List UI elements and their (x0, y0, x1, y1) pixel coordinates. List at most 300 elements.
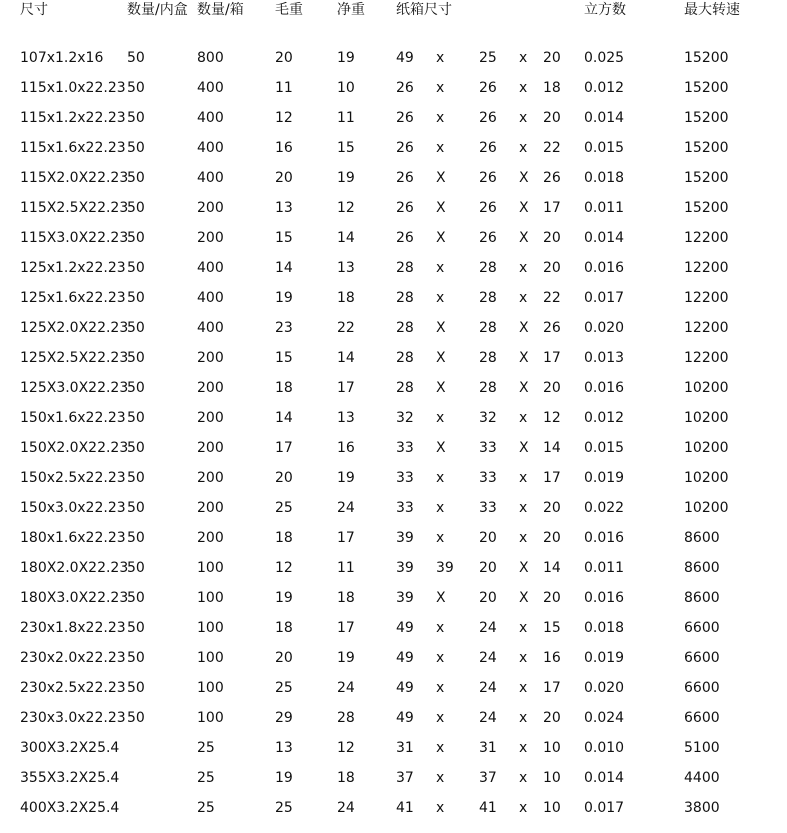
size-cell: 150x3.0x22.23 (20, 500, 126, 516)
carton-length-cell: 49 (396, 50, 414, 66)
volume-cell: 0.011 (584, 560, 625, 576)
size-cell: 150x2.5x22.23 (20, 470, 126, 486)
volume-cell: 0.011 (584, 200, 625, 216)
carton-sep2-cell: x (519, 80, 528, 96)
carton-sep1-cell: X (436, 590, 446, 606)
qty-inner-box-cell: 50 (127, 260, 145, 276)
header-qty-carton: 数量/箱 (197, 2, 244, 18)
qty-carton-cell: 25 (197, 740, 215, 756)
carton-sep1-cell: x (436, 260, 445, 276)
qty-inner-box-cell: 50 (127, 50, 145, 66)
carton-sep2-cell: x (519, 530, 528, 546)
net-weight-cell: 10 (337, 80, 355, 96)
volume-cell: 0.014 (584, 110, 625, 126)
carton-length-cell: 32 (396, 410, 414, 426)
net-weight-cell: 12 (337, 740, 355, 756)
max-rpm-cell: 6600 (684, 620, 720, 636)
carton-sep1-cell: x (436, 410, 445, 426)
table-row (0, 528, 787, 548)
net-weight-cell: 24 (337, 680, 355, 696)
size-cell: 115X2.5X22.23 (20, 200, 129, 216)
carton-sep1-cell: x (436, 650, 445, 666)
max-rpm-cell: 10200 (684, 440, 729, 456)
net-weight-cell: 15 (337, 140, 355, 156)
qty-inner-box-cell: 50 (127, 590, 145, 606)
table-row (0, 738, 787, 758)
max-rpm-cell: 15200 (684, 80, 729, 96)
size-cell: 125X3.0X22.23 (20, 380, 129, 396)
carton-height-cell: 20 (543, 260, 561, 276)
header-size: 尺寸 (20, 2, 48, 18)
table-row (0, 168, 787, 188)
qty-carton-cell: 400 (197, 140, 224, 156)
max-rpm-cell: 15200 (684, 140, 729, 156)
net-weight-cell: 19 (337, 50, 355, 66)
table-row (0, 48, 787, 68)
volume-cell: 0.017 (584, 290, 625, 306)
qty-inner-box-cell: 50 (127, 470, 145, 486)
carton-height-cell: 22 (543, 290, 561, 306)
carton-width-cell: 33 (479, 440, 497, 456)
volume-cell: 0.010 (584, 740, 625, 756)
max-rpm-cell: 10200 (684, 500, 729, 516)
size-cell: 115X2.0X22.23 (20, 170, 129, 186)
size-cell: 125x1.6x22.23 (20, 290, 126, 306)
qty-carton-cell: 400 (197, 110, 224, 126)
volume-cell: 0.019 (584, 650, 625, 666)
gross-weight-cell: 18 (275, 530, 293, 546)
volume-cell: 0.016 (584, 590, 625, 606)
carton-sep1-cell: x (436, 740, 445, 756)
carton-height-cell: 16 (543, 650, 561, 666)
carton-width-cell: 41 (479, 800, 497, 816)
carton-sep2-cell: X (519, 230, 529, 246)
carton-length-cell: 26 (396, 170, 414, 186)
size-cell: 400X3.2X25.4 (20, 800, 120, 816)
carton-sep1-cell: x (436, 80, 445, 96)
carton-length-cell: 39 (396, 560, 414, 576)
header-row (0, 0, 787, 20)
table-row (0, 618, 787, 638)
qty-inner-box-cell: 50 (127, 230, 145, 246)
carton-width-cell: 25 (479, 50, 497, 66)
header-qty-inner-box: 数量/内盒 (127, 2, 188, 18)
carton-width-cell: 24 (479, 710, 497, 726)
gross-weight-cell: 20 (275, 650, 293, 666)
max-rpm-cell: 4400 (684, 770, 720, 786)
qty-carton-cell: 200 (197, 470, 224, 486)
table-row (0, 468, 787, 488)
volume-cell: 0.016 (584, 380, 625, 396)
max-rpm-cell: 12200 (684, 260, 729, 276)
size-cell: 150X2.0X22.23 (20, 440, 129, 456)
size-cell: 230x2.0x22.23 (20, 650, 126, 666)
size-cell: 115x1.0x22.23 (20, 80, 126, 96)
header-net-weight: 净重 (337, 2, 365, 18)
volume-cell: 0.019 (584, 470, 625, 486)
gross-weight-cell: 16 (275, 140, 293, 156)
table-row (0, 78, 787, 98)
qty-carton-cell: 200 (197, 350, 224, 366)
size-cell: 115X3.0X22.23 (20, 230, 129, 246)
net-weight-cell: 16 (337, 440, 355, 456)
table-row (0, 498, 787, 518)
carton-length-cell: 39 (396, 590, 414, 606)
qty-carton-cell: 25 (197, 800, 215, 816)
max-rpm-cell: 15200 (684, 170, 729, 186)
qty-carton-cell: 100 (197, 650, 224, 666)
net-weight-cell: 24 (337, 500, 355, 516)
max-rpm-cell: 6600 (684, 650, 720, 666)
qty-inner-box-cell: 50 (127, 290, 145, 306)
carton-height-cell: 26 (543, 320, 561, 336)
gross-weight-cell: 20 (275, 50, 293, 66)
volume-cell: 0.020 (584, 680, 625, 696)
carton-height-cell: 15 (543, 620, 561, 636)
qty-carton-cell: 200 (197, 440, 224, 456)
table-row (0, 258, 787, 278)
qty-carton-cell: 200 (197, 410, 224, 426)
net-weight-cell: 14 (337, 230, 355, 246)
carton-height-cell: 17 (543, 470, 561, 486)
qty-inner-box-cell: 50 (127, 620, 145, 636)
qty-inner-box-cell: 50 (127, 350, 145, 366)
carton-sep2-cell: x (519, 710, 528, 726)
carton-length-cell: 26 (396, 140, 414, 156)
carton-height-cell: 20 (543, 110, 561, 126)
carton-sep1-cell: X (436, 440, 446, 456)
net-weight-cell: 17 (337, 380, 355, 396)
max-rpm-cell: 3800 (684, 800, 720, 816)
net-weight-cell: 24 (337, 800, 355, 816)
max-rpm-cell: 5100 (684, 740, 720, 756)
carton-sep2-cell: x (519, 290, 528, 306)
carton-length-cell: 28 (396, 290, 414, 306)
qty-carton-cell: 100 (197, 680, 224, 696)
net-weight-cell: 12 (337, 200, 355, 216)
qty-inner-box-cell: 50 (127, 650, 145, 666)
max-rpm-cell: 12200 (684, 350, 729, 366)
max-rpm-cell: 15200 (684, 200, 729, 216)
carton-sep1-cell: 39 (436, 560, 454, 576)
carton-width-cell: 33 (479, 500, 497, 516)
qty-carton-cell: 800 (197, 50, 224, 66)
carton-sep1-cell: X (436, 320, 446, 336)
qty-carton-cell: 200 (197, 500, 224, 516)
carton-sep2-cell: X (519, 320, 529, 336)
carton-length-cell: 28 (396, 350, 414, 366)
carton-sep1-cell: x (436, 530, 445, 546)
qty-carton-cell: 400 (197, 260, 224, 276)
gross-weight-cell: 12 (275, 560, 293, 576)
size-cell: 300X3.2X25.4 (20, 740, 120, 756)
carton-width-cell: 26 (479, 170, 497, 186)
qty-inner-box-cell: 50 (127, 200, 145, 216)
carton-length-cell: 31 (396, 740, 414, 756)
qty-carton-cell: 400 (197, 170, 224, 186)
qty-carton-cell: 200 (197, 530, 224, 546)
carton-height-cell: 14 (543, 440, 561, 456)
carton-sep2-cell: X (519, 440, 529, 456)
size-cell: 150x1.6x22.23 (20, 410, 126, 426)
gross-weight-cell: 23 (275, 320, 293, 336)
net-weight-cell: 19 (337, 650, 355, 666)
qty-inner-box-cell: 50 (127, 440, 145, 456)
carton-sep2-cell: X (519, 380, 529, 396)
qty-inner-box-cell: 50 (127, 500, 145, 516)
qty-inner-box-cell: 50 (127, 530, 145, 546)
carton-width-cell: 24 (479, 680, 497, 696)
table-row (0, 228, 787, 248)
carton-width-cell: 31 (479, 740, 497, 756)
carton-height-cell: 26 (543, 170, 561, 186)
carton-length-cell: 49 (396, 620, 414, 636)
volume-cell: 0.014 (584, 770, 625, 786)
carton-length-cell: 33 (396, 470, 414, 486)
size-cell: 180x1.6x22.23 (20, 530, 126, 546)
table-row (0, 138, 787, 158)
net-weight-cell: 14 (337, 350, 355, 366)
size-cell: 230x1.8x22.23 (20, 620, 126, 636)
size-cell: 125X2.5X22.23 (20, 350, 129, 366)
max-rpm-cell: 15200 (684, 110, 729, 126)
carton-sep2-cell: X (519, 350, 529, 366)
volume-cell: 0.015 (584, 140, 625, 156)
carton-sep1-cell: x (436, 620, 445, 636)
volume-cell: 0.012 (584, 80, 625, 96)
carton-height-cell: 20 (543, 380, 561, 396)
carton-sep2-cell: x (519, 680, 528, 696)
carton-sep2-cell: X (519, 560, 529, 576)
header-max-rpm: 最大转速 (684, 2, 740, 18)
carton-sep2-cell: x (519, 500, 528, 516)
carton-sep1-cell: x (436, 290, 445, 306)
carton-sep2-cell: x (519, 770, 528, 786)
carton-sep1-cell: x (436, 470, 445, 486)
carton-sep2-cell: X (519, 200, 529, 216)
qty-carton-cell: 100 (197, 710, 224, 726)
size-cell: 230x2.5x22.23 (20, 680, 126, 696)
net-weight-cell: 11 (337, 560, 355, 576)
gross-weight-cell: 20 (275, 470, 293, 486)
carton-length-cell: 37 (396, 770, 414, 786)
carton-sep2-cell: x (519, 260, 528, 276)
qty-inner-box-cell: 50 (127, 170, 145, 186)
volume-cell: 0.018 (584, 170, 625, 186)
gross-weight-cell: 18 (275, 620, 293, 636)
carton-length-cell: 33 (396, 500, 414, 516)
carton-length-cell: 26 (396, 200, 414, 216)
max-rpm-cell: 6600 (684, 710, 720, 726)
table-row (0, 348, 787, 368)
gross-weight-cell: 15 (275, 350, 293, 366)
qty-carton-cell: 200 (197, 230, 224, 246)
carton-sep2-cell: x (519, 110, 528, 126)
volume-cell: 0.017 (584, 800, 625, 816)
carton-height-cell: 20 (543, 500, 561, 516)
carton-height-cell: 12 (543, 410, 561, 426)
size-cell: 115x1.2x22.23 (20, 110, 126, 126)
gross-weight-cell: 15 (275, 230, 293, 246)
qty-carton-cell: 400 (197, 290, 224, 306)
max-rpm-cell: 10200 (684, 410, 729, 426)
volume-cell: 0.013 (584, 350, 625, 366)
net-weight-cell: 13 (337, 410, 355, 426)
gross-weight-cell: 11 (275, 80, 293, 96)
table-row (0, 648, 787, 668)
size-cell: 107x1.2x16 (20, 50, 104, 66)
gross-weight-cell: 14 (275, 260, 293, 276)
header-volume: 立方数 (584, 2, 626, 18)
table-row (0, 798, 787, 818)
size-cell: 125x1.2x22.23 (20, 260, 126, 276)
net-weight-cell: 19 (337, 470, 355, 486)
qty-inner-box-cell: 50 (127, 560, 145, 576)
carton-length-cell: 49 (396, 710, 414, 726)
carton-width-cell: 26 (479, 230, 497, 246)
carton-sep1-cell: x (436, 680, 445, 696)
qty-inner-box-cell: 50 (127, 320, 145, 336)
gross-weight-cell: 29 (275, 710, 293, 726)
net-weight-cell: 19 (337, 170, 355, 186)
table-row (0, 318, 787, 338)
carton-height-cell: 20 (543, 710, 561, 726)
carton-sep1-cell: X (436, 350, 446, 366)
carton-height-cell: 14 (543, 560, 561, 576)
max-rpm-cell: 8600 (684, 560, 720, 576)
carton-width-cell: 20 (479, 590, 497, 606)
carton-sep2-cell: x (519, 410, 528, 426)
header-carton-size: 纸箱尺寸 (396, 2, 452, 18)
table-row (0, 678, 787, 698)
size-cell: 125X2.0X22.23 (20, 320, 129, 336)
table-row (0, 768, 787, 788)
size-cell: 115x1.6x22.23 (20, 140, 126, 156)
carton-sep1-cell: x (436, 50, 445, 66)
carton-sep1-cell: x (436, 710, 445, 726)
carton-sep2-cell: x (519, 740, 528, 756)
carton-height-cell: 20 (543, 50, 561, 66)
carton-height-cell: 20 (543, 230, 561, 246)
qty-inner-box-cell: 50 (127, 410, 145, 426)
qty-inner-box-cell: 50 (127, 140, 145, 156)
volume-cell: 0.020 (584, 320, 625, 336)
carton-sep2-cell: x (519, 140, 528, 156)
carton-sep1-cell: X (436, 230, 446, 246)
qty-carton-cell: 200 (197, 200, 224, 216)
volume-cell: 0.014 (584, 230, 625, 246)
carton-width-cell: 33 (479, 470, 497, 486)
carton-sep2-cell: x (519, 470, 528, 486)
carton-width-cell: 26 (479, 200, 497, 216)
net-weight-cell: 17 (337, 530, 355, 546)
table-row (0, 108, 787, 128)
carton-length-cell: 49 (396, 680, 414, 696)
carton-length-cell: 39 (396, 530, 414, 546)
net-weight-cell: 18 (337, 770, 355, 786)
carton-length-cell: 49 (396, 650, 414, 666)
carton-length-cell: 33 (396, 440, 414, 456)
carton-width-cell: 26 (479, 110, 497, 126)
table-row (0, 288, 787, 308)
carton-height-cell: 17 (543, 350, 561, 366)
qty-inner-box-cell: 50 (127, 380, 145, 396)
carton-sep1-cell: x (436, 770, 445, 786)
carton-sep2-cell: X (519, 170, 529, 186)
qty-inner-box-cell: 50 (127, 680, 145, 696)
table-row (0, 408, 787, 428)
carton-width-cell: 26 (479, 80, 497, 96)
max-rpm-cell: 8600 (684, 590, 720, 606)
volume-cell: 0.012 (584, 410, 625, 426)
qty-inner-box-cell: 50 (127, 710, 145, 726)
carton-height-cell: 10 (543, 800, 561, 816)
carton-sep2-cell: x (519, 800, 528, 816)
carton-height-cell: 18 (543, 80, 561, 96)
volume-cell: 0.022 (584, 500, 625, 516)
carton-length-cell: 26 (396, 230, 414, 246)
carton-width-cell: 24 (479, 620, 497, 636)
gross-weight-cell: 17 (275, 440, 293, 456)
gross-weight-cell: 14 (275, 410, 293, 426)
volume-cell: 0.018 (584, 620, 625, 636)
gross-weight-cell: 25 (275, 800, 293, 816)
carton-sep1-cell: x (436, 140, 445, 156)
carton-width-cell: 28 (479, 380, 497, 396)
qty-carton-cell: 100 (197, 590, 224, 606)
carton-length-cell: 28 (396, 380, 414, 396)
carton-height-cell: 20 (543, 590, 561, 606)
qty-inner-box-cell: 50 (127, 80, 145, 96)
net-weight-cell: 18 (337, 290, 355, 306)
table-row (0, 558, 787, 578)
net-weight-cell: 18 (337, 590, 355, 606)
gross-weight-cell: 13 (275, 740, 293, 756)
carton-height-cell: 17 (543, 680, 561, 696)
table-row (0, 588, 787, 608)
carton-sep2-cell: X (519, 590, 529, 606)
size-cell: 355X3.2X25.4 (20, 770, 120, 786)
table-row (0, 198, 787, 218)
max-rpm-cell: 6600 (684, 680, 720, 696)
carton-length-cell: 28 (396, 320, 414, 336)
gross-weight-cell: 25 (275, 500, 293, 516)
carton-width-cell: 28 (479, 320, 497, 336)
table-row (0, 438, 787, 458)
carton-sep1-cell: X (436, 380, 446, 396)
table-row (0, 378, 787, 398)
carton-sep1-cell: x (436, 800, 445, 816)
carton-sep1-cell: X (436, 200, 446, 216)
max-rpm-cell: 12200 (684, 320, 729, 336)
carton-width-cell: 24 (479, 650, 497, 666)
max-rpm-cell: 12200 (684, 290, 729, 306)
carton-height-cell: 10 (543, 740, 561, 756)
gross-weight-cell: 12 (275, 110, 293, 126)
carton-length-cell: 41 (396, 800, 414, 816)
qty-carton-cell: 25 (197, 770, 215, 786)
carton-height-cell: 17 (543, 200, 561, 216)
carton-sep2-cell: x (519, 50, 528, 66)
gross-weight-cell: 18 (275, 380, 293, 396)
carton-width-cell: 28 (479, 350, 497, 366)
qty-carton-cell: 100 (197, 620, 224, 636)
qty-carton-cell: 100 (197, 560, 224, 576)
volume-cell: 0.016 (584, 530, 625, 546)
max-rpm-cell: 8600 (684, 530, 720, 546)
carton-width-cell: 32 (479, 410, 497, 426)
carton-width-cell: 28 (479, 290, 497, 306)
